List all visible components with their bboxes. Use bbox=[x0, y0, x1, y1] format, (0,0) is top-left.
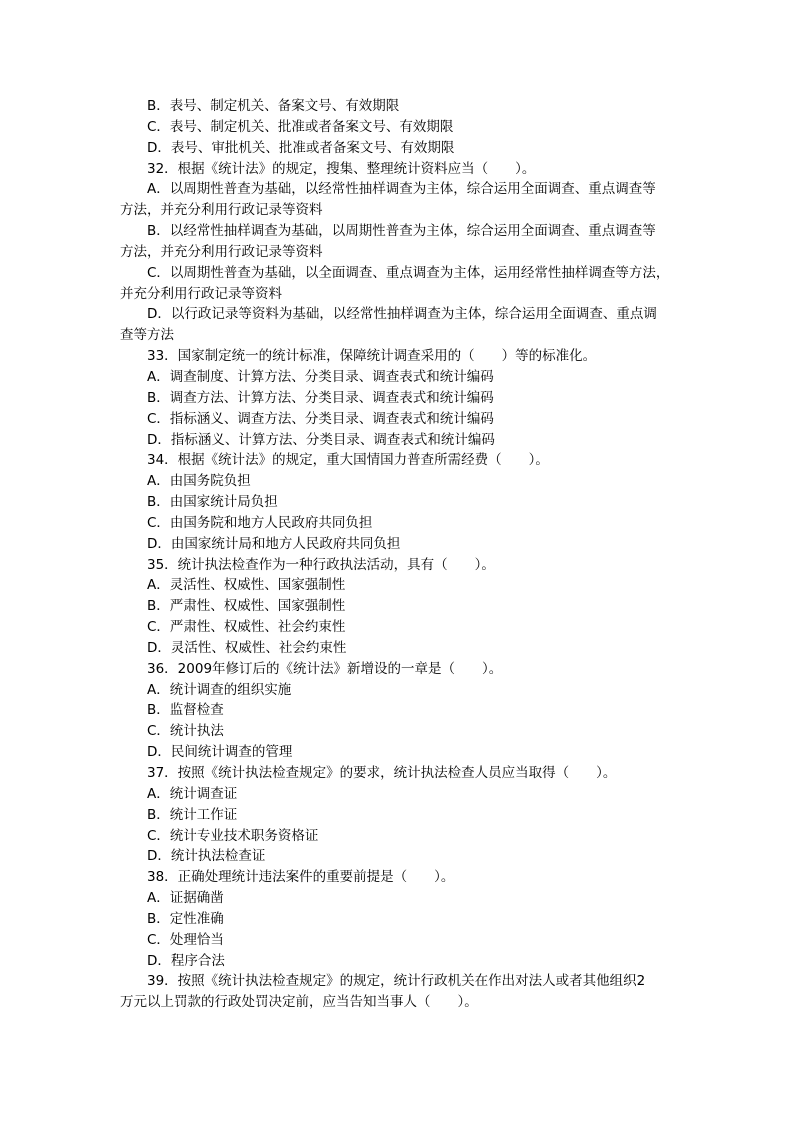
question-35: 35．统计执法检查作为一种行政执法活动，具有（ ）。 bbox=[147, 556, 495, 573]
option-35c: C．严肃性、权威性、社会约束性 bbox=[147, 619, 346, 636]
option-33a: A．调查制度、计算方法、分类目录、调查表式和统计编码 bbox=[147, 368, 494, 385]
option-32c-line2: 并充分利用行政记录等资料 bbox=[120, 285, 282, 302]
option-31b: B．表号、制定机关、备案文号、有效期限 bbox=[147, 98, 400, 114]
option-32c-line1: C．以周期性普查为基础，以全面调查、重点调查为主体，运用经常性抽样调查等方法， bbox=[147, 264, 670, 281]
question-32: 32．根据《统计法》的规定，搜集、整理统计资料应当（ ）。 bbox=[147, 160, 536, 177]
option-34c: C．由国务院和地方人民政府共同负担 bbox=[147, 514, 373, 531]
option-35a: A．灵活性、权威性、国家强制性 bbox=[147, 577, 346, 594]
option-33c: C．指标涵义、调查方法、分类目录、调查表式和统计编码 bbox=[147, 410, 494, 427]
option-38a: A．证据确凿 bbox=[147, 890, 224, 907]
option-31c: C．表号、制定机关、批准或者备案文号、有效期限 bbox=[147, 118, 454, 135]
option-33b: B．调查方法、计算方法、分类目录、调查表式和统计编码 bbox=[147, 389, 494, 406]
option-34d: D．由国家统计局和地方人民政府共同负担 bbox=[147, 535, 401, 552]
option-32b-line2: 方法，并充分利用行政记录等资料 bbox=[120, 243, 323, 260]
option-32a-line1: A．以周期性普查为基础，以经常性抽样调查为主体，综合运用全面调查、重点调查等 bbox=[147, 181, 656, 198]
option-34a: A．由国务院负担 bbox=[147, 473, 251, 490]
question-39-line1: 39．按照《统计执法检查规定》的规定，统计行政机关在作出对法人或者其他组织2 bbox=[147, 973, 646, 990]
option-32a-line2: 方法，并充分利用行政记录等资料 bbox=[120, 202, 323, 219]
option-35d: D．灵活性、权威性、社会约束性 bbox=[147, 639, 347, 656]
option-36a: A．统计调查的组织实施 bbox=[147, 681, 292, 698]
option-34b: B．由国家统计局负担 bbox=[147, 494, 278, 511]
option-36b: B．监督检查 bbox=[147, 702, 224, 719]
option-38b: B．定性准确 bbox=[147, 910, 224, 927]
option-37d: D．统计执法检查证 bbox=[147, 848, 266, 865]
question-39-line2: 万元以上罚款的行政处罚决定前，应当告知当事人（ ）。 bbox=[120, 994, 478, 1011]
question-33: 33．国家制定统一的统计标准，保障统计调查采用的（ ）等的标准化。 bbox=[147, 348, 597, 365]
option-37c: C．统计专业技术职务资格证 bbox=[147, 827, 319, 844]
option-32d-line1: D．以行政记录等资料为基础，以经常性抽样调查为主体，综合运用全面调查、重点调 bbox=[147, 306, 657, 323]
option-35b: B．严肃性、权威性、国家强制性 bbox=[147, 598, 346, 615]
option-38d: D．程序合法 bbox=[147, 952, 225, 969]
document-page bbox=[120, 96, 680, 1013]
option-37a: A．统计调查证 bbox=[147, 785, 238, 802]
option-32b-line1: B．以经常性抽样调查为基础，以周期性普查为主体，综合运用全面调查、重点调查等 bbox=[147, 223, 656, 240]
question-38: 38．正确处理统计违法案件的重要前提是（ ）。 bbox=[147, 869, 455, 886]
question-34: 34．根据《统计法》的规定，重大国情国力普查所需经费（ ）。 bbox=[147, 452, 549, 469]
option-33d: D．指标涵义、计算方法、分类目录、调查表式和统计编码 bbox=[147, 431, 495, 448]
option-36c: C．统计执法 bbox=[147, 723, 224, 740]
option-36d: D．民间统计调查的管理 bbox=[147, 744, 293, 761]
option-38c: C．处理恰当 bbox=[147, 931, 224, 948]
question-36: 36．2009年修订后的《统计法》新增设的一章是（ ）。 bbox=[147, 660, 503, 677]
option-31d: D．表号、审批机关、批准或者备案文号、有效期限 bbox=[147, 139, 455, 156]
option-32d-line2: 查等方法 bbox=[120, 327, 174, 344]
question-37: 37．按照《统计执法检查规定》的要求，统计执法检查人员应当取得（ ）。 bbox=[147, 765, 617, 781]
option-37b: B．统计工作证 bbox=[147, 806, 238, 823]
